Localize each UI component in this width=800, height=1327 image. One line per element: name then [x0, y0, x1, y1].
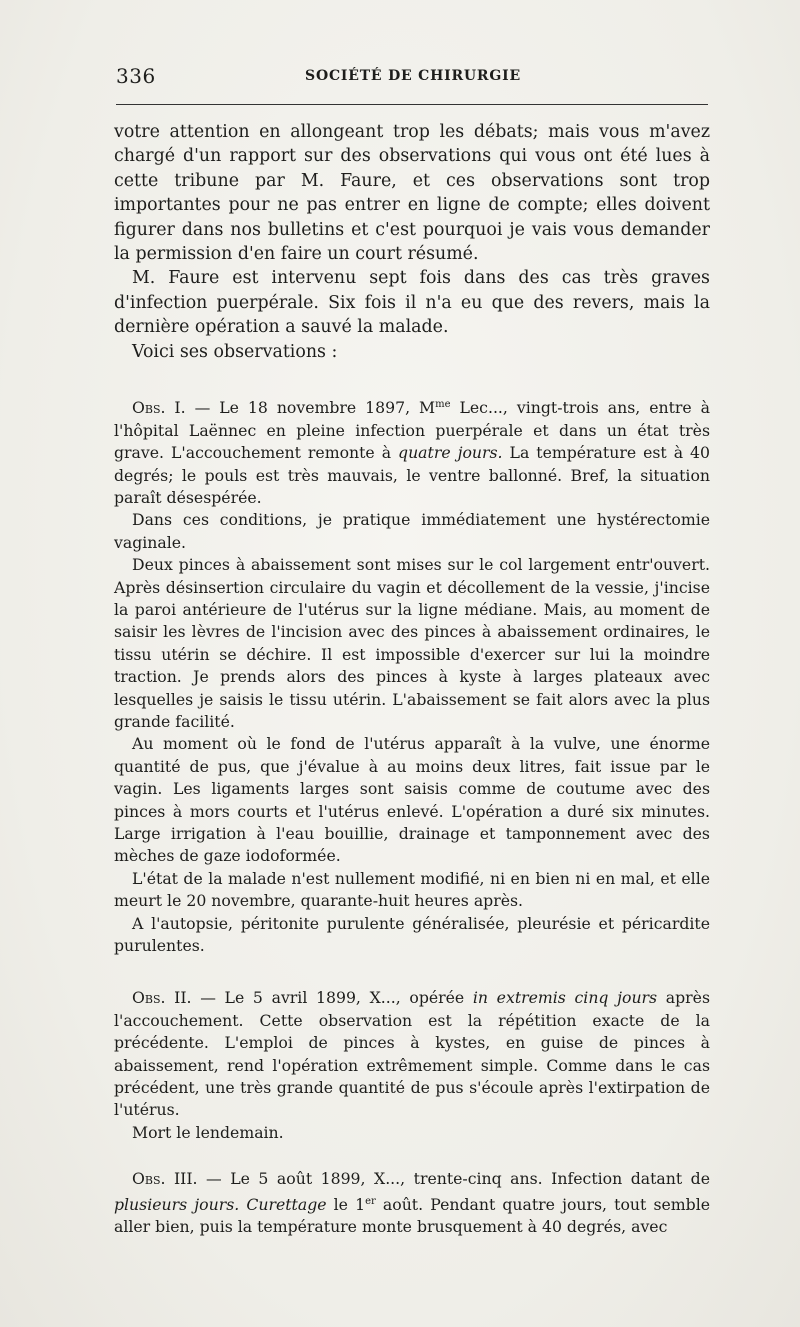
obs2-paragraph-2: Mort le lendemain.: [132, 1122, 284, 1142]
obs2-text-b: après l'accouchement. Cette observation est la répétition exacte de la précédente. L'emploi de pinces à kystes, en guise de pinces à abaissement, rend l'opération extrêmement simple. Comme dans le cas précédent, une très grande quantité de pus s'écoule après l'extirpation de l'utérus.: [114, 988, 711, 1120]
obs2-label: Obs. II.: [132, 988, 192, 1008]
obs3-er-superscript: er: [365, 1195, 376, 1207]
obs2-italic-a: in extremis cinq jours: [472, 988, 658, 1008]
obs1-date-text: — Le 18 novembre 1897, M: [185, 398, 436, 418]
obs1-italic-a: quatre jours.: [398, 443, 503, 463]
header-rule: [116, 104, 708, 105]
obs3-text-c: août. Pendant quatre jours, tout semble aller bien, puis la température monte brusquement à 40 degrés, avec: [114, 1194, 710, 1237]
obs1-mme-superscript: me: [435, 399, 451, 411]
intro-paragraph-1: votre attention en allongeant trop les débats; mais vous m'avez chargé d'un rapport sur des observations qui vous ont été lues à cette tribune par M. Faure, et ces observations sont trop importantes pour ne pas entrer en ligne de compte; elles doivent figurer dans nos bulletins et c'est pourquoi je vais vous demander la permission d'en faire un court résumé.: [114, 122, 710, 265]
obs2-paragraph-1: [114, 987, 710, 1121]
obs1-text-b: La température est à 40 degrés; le pouls est très mauvais, le ventre ballonné. Bref, la situation paraît désespérée.: [114, 443, 710, 507]
obs1-paragraph-2: Dans ces conditions, je pratique immédiatement une hystérectomie vaginale.: [114, 510, 710, 552]
obs3-paragraph-1: [114, 1168, 710, 1238]
obs1-paragraph-6: A l'autopsie, péritonite purulente généralisée, pleurésie et péricardite purulentes.: [114, 913, 710, 956]
running-title: SOCIÉTÉ DE CHIRURGIE: [305, 68, 521, 84]
intro-paragraph-3: Voici ses observations :: [132, 341, 338, 362]
obs1-paragraph-4: Au moment où le fond de l'utérus apparaît à la vulve, une énorme quantité de pus, que j'évalue à au moins deux litres, fait issue par le vagin. Les ligaments larges sont saisis comme de coutume avec des pinces à mors courts et l'utérus enlevé. L'opération a duré six minutes. Large irrigation à l'eau bouillie, drainage et tamponnement avec des mèches de gaze iodoformée.: [114, 734, 710, 866]
obs3-text-b: le 1: [326, 1194, 366, 1214]
obs1-paragraph-1: [114, 394, 710, 509]
obs3-label: Obs. III.: [132, 1169, 198, 1189]
obs1-label: Obs. I.: [132, 398, 186, 418]
page-header: [116, 64, 710, 90]
obs2-text-a: — Le 5 avril 1899, X..., opérée: [191, 988, 473, 1008]
obs1-paragraph-5: L'état de la malade n'est nullement modifié, ni en bien ni en mal, et elle meurt le 20 novembre, quarante-huit heures après.: [114, 868, 710, 911]
obs1-paragraph-3: Deux pinces à abaissement sont mises sur le col largement entr'ouvert. Après désinsertion circulaire du vagin et décollement de la vessie, j'incise la paroi antérieure de l'utérus sur la ligne médiane. Mais, au moment de saisir les lèvres de l'incision avec des pinces à abaissement ordinaires, le tissu utérin se déchire. Il est impossible d'exercer sur lui la moindre traction. Je prends alors des pinces à kyste à larges plateaux avec lesquelles je saisis le tissu utérin. L'abaissement se fait alors avec la plus grande facilité.: [114, 555, 710, 731]
body-text: [114, 120, 710, 1239]
obs3-italic-a: plusieurs jours. Curettage: [114, 1194, 327, 1214]
page-number: 336: [116, 64, 156, 88]
obs1-text-a: Lec..., vingt-trois ans, entre à l'hôpital Laënnec en pleine infection puerpérale et dans un état très grave. L'accouchement remonte à: [114, 398, 711, 463]
intro-paragraph-2: M. Faure est intervenu sept fois dans des cas très graves d'infection puerpérale. Six fois il n'a eu que des revers, mais la dernière opération a sauvé la malade.: [114, 268, 710, 338]
obs3-text-a: — Le 5 août 1899, X..., trente-cinq ans. Infection datant de: [197, 1169, 710, 1189]
